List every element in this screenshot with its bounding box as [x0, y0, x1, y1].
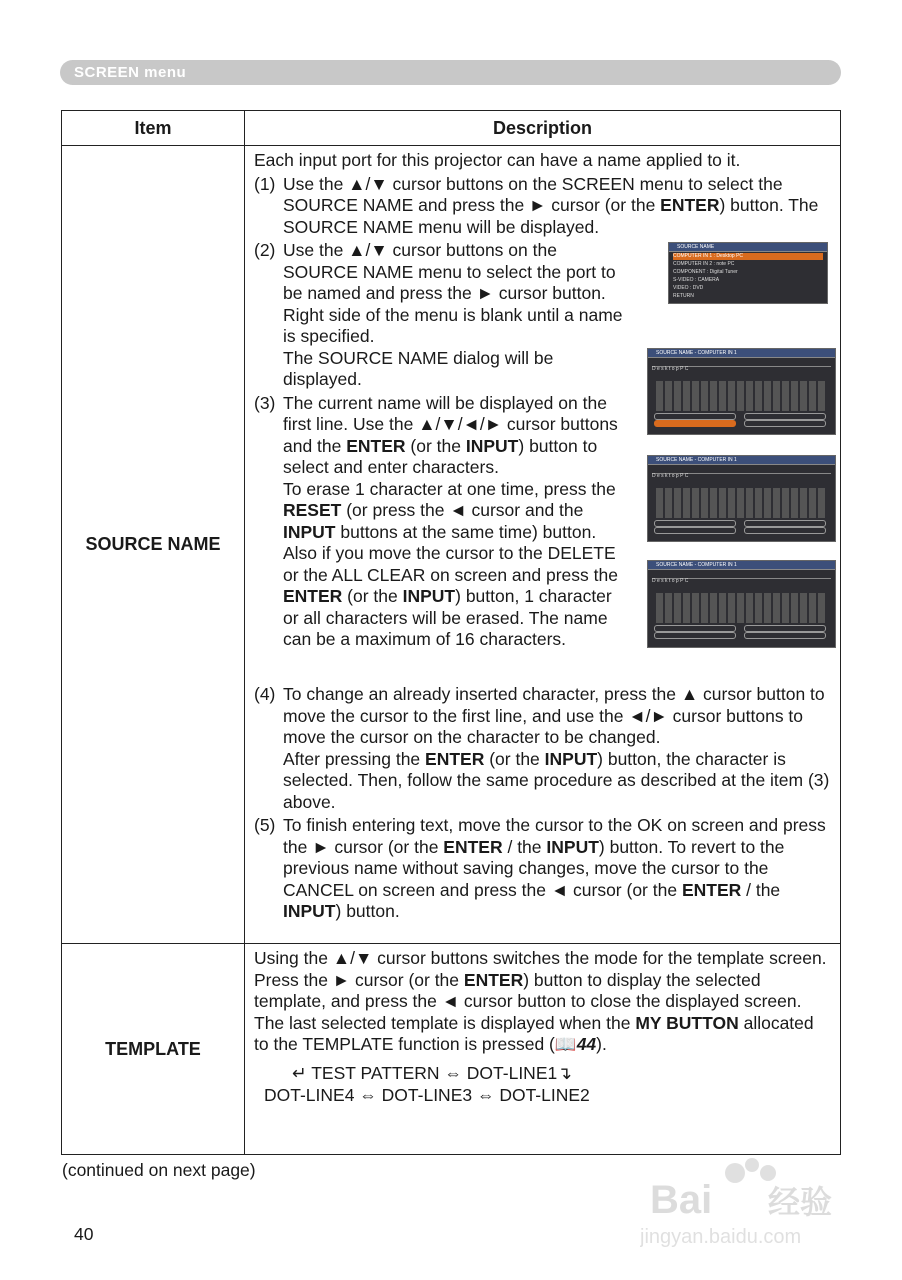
step-number: (2) [254, 240, 276, 260]
step-2 [254, 240, 629, 391]
svg-text:jingyan.baidu.com: jingyan.baidu.com [640, 1226, 802, 1248]
character-grid [656, 488, 827, 518]
template-text-1: Using the ▲/▼ cursor buttons switches the mode for the template screen. [254, 948, 827, 968]
template-cycle [254, 1062, 832, 1106]
baidu-watermark-logo [640, 1155, 870, 1250]
step-text: To finish entering text, move the cursor to the OK on screen and press the ► cursor (or the ENTER / the INPUT) button. To revert to the previous name without saving changes, move the cursor to the CANCEL on screen and press the ◄ cursor (or the ENTER / the INPUT) button. [283, 815, 826, 921]
cycle-line-2: DOT-LINE4 ⇔ DOT-LINE3 ⇔ DOT-LINE2 [264, 1084, 590, 1105]
step-text: The current name will be displayed on the first line. Use the ▲/▼/◄/► cursor buttons and the ENTER (or the INPUT) button to select and enter characters. To erase 1 character at one time, press the RESET (or press the ◄ cursor and the INPUT buttons at the same time) button. Also if you move the cursor to the DELETE or the ALL CLEAR on screen and press the ENTER (or the INPUT) button, 1 character or all characters will be erased. The name can be a maximum of 16 characters. [283, 392, 618, 649]
step-text: Use the ▲/▼ cursor buttons on the SCREEN menu to select the SOURCE NAME and press the ► cursor (or the ENTER) button. The SOURCE NAME menu will be displayed. [283, 173, 819, 237]
screenshot-row: VIDEO : DVD [673, 285, 704, 291]
screenshot-first-line: D e s k t o p P C [652, 571, 831, 579]
continued-note: (continued on next page) [62, 1160, 256, 1180]
cycle-line-1 [254, 1062, 832, 1084]
screenshot-title: SOURCE NAME [669, 243, 827, 252]
all-clear-bar [744, 413, 826, 420]
all-clear-bar [744, 520, 826, 527]
character-grid [656, 381, 827, 411]
cycle-text: TEST PATTERN ⇔ DOT-LINE1 [311, 1062, 558, 1083]
screenshot-title: SOURCE NAME - COMPUTER IN 1 [648, 561, 835, 570]
page-number: 40 [74, 1224, 94, 1244]
page-reference: 44 [576, 1034, 597, 1054]
screenshot-row: COMPONENT : Digital Tuner [673, 269, 738, 275]
screenshot-row: S-VIDEO : CAMERA [673, 277, 720, 283]
template-description [245, 944, 841, 1155]
cycle-arrow-icon: ↵ [292, 1062, 307, 1083]
source-name-description [245, 146, 841, 944]
cycle-arrow-icon: ↴ [557, 1062, 572, 1083]
svg-text:Bai: Bai [650, 1178, 713, 1222]
step-1 [254, 174, 832, 239]
screenshot-first-line: D e s k t o p P C [652, 466, 831, 474]
source-name-menu-screenshot [668, 242, 828, 304]
ok-bar [744, 420, 826, 427]
delete-bar [654, 413, 736, 420]
table-header-row [62, 111, 841, 146]
item-source-name: SOURCE NAME [62, 146, 245, 944]
step-4 [254, 684, 832, 813]
source-name-dialog-screenshot [647, 455, 836, 542]
template-text-2: Press the ► cursor (or the ENTER) button to display the selected template, and press the ◄ cursor button to close the displayed screen. [254, 969, 802, 1011]
step-number: (5) [254, 815, 276, 835]
step-number: (3) [254, 392, 276, 413]
step-number: (1) [254, 173, 276, 194]
template-text-3-tail: ). [596, 1034, 607, 1054]
screenshot-footer: RETURN [673, 293, 694, 299]
ok-bar [744, 527, 826, 534]
screenshot-row: COMPUTER IN 2 : note PC [673, 261, 735, 267]
section-banner [60, 60, 841, 85]
header-description: Description [245, 111, 841, 146]
cancel-bar [654, 632, 736, 639]
screenshot-row: COMPUTER IN 1 : Desktop PC [673, 253, 823, 260]
cancel-bar [654, 527, 736, 534]
step-number: (4) [254, 684, 276, 704]
table-row [62, 146, 841, 944]
svg-text:经验: 经验 [768, 1184, 833, 1220]
intro-text: Each input port for this projector can have a name applied to it. [254, 150, 741, 170]
character-grid [656, 593, 827, 623]
source-name-dialog-screenshot [647, 348, 836, 435]
delete-bar [654, 625, 736, 632]
step-3 [254, 393, 629, 651]
cancel-bar [654, 420, 736, 427]
step-text: Use the ▲/▼ cursor buttons on the SOURCE NAME menu to select the port to be named and press the ► cursor button. Right side of the menu is blank until a name is specified. The SOURCE NAME dialog will be displayed. [283, 240, 623, 389]
item-template: TEMPLATE [62, 944, 245, 1155]
steps-2-3-with-screens [254, 240, 832, 682]
source-name-dialog-screenshot [647, 560, 836, 648]
ok-bar [744, 632, 826, 639]
table-row [62, 944, 841, 1155]
section-title: SCREEN menu [74, 64, 187, 81]
delete-bar [654, 520, 736, 527]
screenshot-first-line: D e s k t o p P C [652, 359, 831, 367]
book-icon: 📖 [554, 1034, 577, 1054]
all-clear-bar [744, 625, 826, 632]
header-item: Item [62, 111, 245, 146]
screen-menu-table [61, 110, 841, 1155]
screenshot-title: SOURCE NAME - COMPUTER IN 1 [648, 349, 835, 358]
step-5 [254, 815, 832, 923]
step-text: To change an already inserted character, press the ▲ cursor button to move the cursor to the first line, and use the ◄/► cursor buttons to move the cursor on the character to be changed. After pressing the ENTER (or the INPUT) button, the character is selected. Then, follow the same procedure as described at the item (3) above. [283, 684, 830, 812]
screenshot-title: SOURCE NAME - COMPUTER IN 1 [648, 456, 835, 465]
template-text-3: The last selected template is displayed when the MY BUTTON allocated to the TEMPLATE function is pressed (📖44). [254, 1012, 814, 1054]
